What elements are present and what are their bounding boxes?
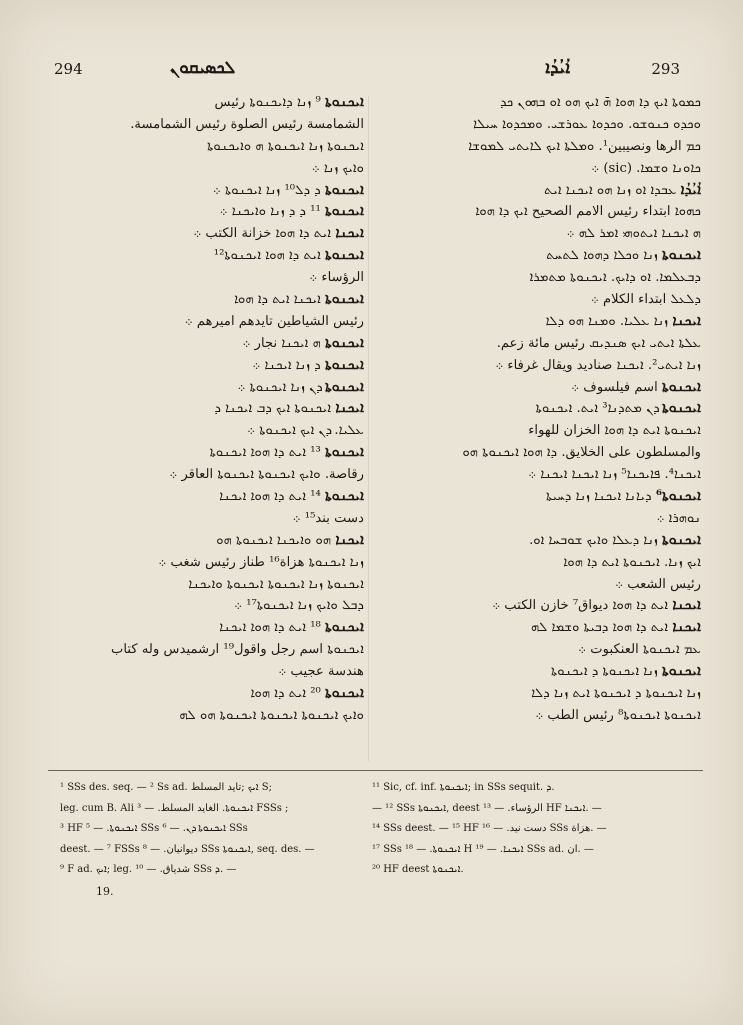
text-line	[373, 486, 701, 508]
right-column	[373, 92, 701, 727]
text-line	[373, 245, 701, 267]
headword: ܐܝܟܢܘܬܐ	[662, 400, 701, 417]
footnote-line: ²⁰ HF deest ܐܝܟܢܘܬܐ.	[372, 864, 464, 875]
text-line	[48, 136, 364, 158]
entry-text: اسم فيلسوف ܀	[571, 379, 658, 395]
text-line	[373, 289, 701, 311]
entry-text: ܟܐܘܢܐ ܘܫܡܐ. (sic) ܀	[591, 160, 701, 176]
headword: ܐܝܟܢܐ	[335, 531, 364, 548]
entry-text: ܗ ܐܝܟܢܐ نجار ܀	[242, 335, 321, 351]
text-line	[48, 92, 364, 114]
entry-text: ܕܝܐܢܐ ܐܝܟܢܐ ܙܢܐ ܕܚܝܬܐ	[545, 489, 652, 505]
entry-text: ܐܝܬ ܕܐ ܗܘܐ ديواق⁷ خازن الكتب ܀	[492, 598, 669, 614]
page-header	[40, 58, 700, 88]
entry-text: ܐܝܬ ܕܐ ܗܘܐ خزانة الكتب ܀	[193, 226, 332, 242]
entry-text: ܥܒܕܐ ܐܘ ܙܢܐ ܗܘ ܐܝܟܢܐ ܐܝܬ	[544, 182, 677, 198]
text-line	[373, 705, 701, 727]
entry-text: ܐܝܟܢܘܬܐ ܐܝܬ ܕܐ ܗܘܐ الخزان للهواء	[528, 423, 701, 439]
entry-text: هندسة عجيب ܀	[278, 664, 364, 680]
headword: ܐܝܟܢܘܬܐ	[662, 378, 701, 395]
text-line	[48, 158, 364, 180]
entry-text: ܕܠܥܠ ابتداء الكلام ܀	[590, 292, 701, 308]
entry-text: ܟܗܘܐ ابتداء رئيس الامم الصحيح ܐܝܟ ܕܐ ܗܘܐ	[475, 204, 701, 220]
entry-text: رئيس الشياطين تايدهم اميرهم ܀	[184, 313, 364, 329]
headword: ܐܝܟܢܐ	[335, 400, 364, 417]
text-line	[48, 530, 364, 552]
text-line	[373, 574, 701, 596]
text-line	[48, 245, 364, 267]
entry-text: ܙܢܐ ܐܝܟܢܘܬܐ ܕ ܐܝܟܢܘܬܐ ܐܝܬ ܙܢܐ ܕܠܐ	[531, 686, 701, 702]
entry-text: ܥܠܝܐ. ܕܢ ܐܝܟ ܐܝܟܢܘܬܐ ܀	[247, 423, 364, 439]
entry-text: ܕܢ ܙܢܐ ܐܝܟܢܘܬܐ ܀	[237, 379, 321, 395]
text-line	[373, 508, 701, 530]
text-line	[373, 617, 701, 639]
text-line	[48, 639, 364, 661]
headword: ܐܝܟܢܘܬܐ	[662, 663, 701, 680]
entry-text: ܥܡ ܐܝܟܢܘܬܐ العنكبوت ܀	[578, 642, 701, 658]
left-column	[48, 92, 364, 727]
left-page-number: 294	[54, 60, 83, 78]
entry-text: ܙܢܐ ܐܝܬܝ². ܐܝܟܢܐ صناديد ويقال غرفاء ܀	[495, 357, 701, 373]
entry-text: ܐܝܟ ܙܢܐ. ܐܝܟܢܘܬܐ ܐܝܬ ܕܐ ܗܘܐ	[563, 554, 701, 570]
entry-text: ܙܢܐ ܐܝܟܢܘܬܐ هزاة¹⁶ طناز رئيس شغب ܀	[158, 554, 364, 570]
entry-text: ܘܟܕܘ ܟܢܘܫܘ. ܘܟܕܘܐ ܥܘܪܫܝ. ܘܡܟܕܘܐ ܚܝܠܐ	[473, 116, 701, 132]
footnote-rule	[48, 770, 703, 771]
headword: ܐܝܟܢܘܬܐ	[325, 685, 364, 702]
text-line	[373, 595, 701, 617]
headword: ܐܝܟܢܘܬܐ	[662, 531, 701, 548]
entry-text: ܘܐܝܟ ܐܝܟܢܘܬܐ ܐܝܟܢܘܬܐ ܐܝܟܢܘܬܐ ܗܘ ܠܗ	[179, 707, 364, 723]
text-line	[48, 377, 364, 399]
text-line	[48, 705, 364, 727]
entry-text: ²⁰ ܐܝܬ ܕܐ ܗܘܐ	[250, 686, 321, 702]
text-line	[48, 442, 364, 464]
text-line	[48, 114, 364, 136]
text-line	[373, 311, 701, 333]
entry-text: والمسلطون على الخلايق. ܕܐ ܗܘܐ ܐܝܟܢܘܬܐ ܗܘ	[462, 445, 701, 461]
text-line	[373, 158, 701, 180]
footnotes-right	[372, 778, 692, 881]
right-page-number: 293	[651, 60, 680, 78]
footnotes-left	[60, 778, 360, 881]
text-line	[48, 574, 364, 596]
text-line	[48, 333, 364, 355]
headword: ܐܝܟܢܘܬܐ	[662, 247, 701, 264]
headword: ܐܝܟܢܐ	[335, 225, 364, 242]
entry-text: ܕܒܠ ܘܐܝܟ ܙܢܐ ܐܝܟܢܘܬܐ¹⁷ ܀	[234, 598, 364, 614]
text-line	[373, 180, 701, 202]
text-line	[373, 114, 701, 136]
entry-text: رئيس الشعب ܀	[615, 576, 701, 592]
entry-text: ¹⁴ ܐܝܬ ܕܐ ܗܘܐ ܐܝܟܢܐ	[219, 489, 321, 505]
headword: ܐܝܟܢܘܬܐ	[325, 444, 364, 461]
entry-text: ܙܢܐ ܕܥܠܐ ܘܐܝܟ ܫܘܒܚܐ ܐܘ.	[529, 532, 658, 548]
entry-text: ¹¹ ܕ ܕ ܙܢܐ ܘܐܝܟܢܐ ܀	[219, 204, 321, 220]
headword: ܐܝܟܢܘܬܐ	[325, 378, 364, 395]
footnote-line: — ¹² SSs ܐܝܟܢܘܬܐ, deest الرؤساء. — ¹³ HF ܐܝܟܢܐ. —	[372, 802, 602, 814]
entry-text: ܗ ܐܝܟܢܐ ܐܝܬܘܗܝ ܐܡܪ ܠܗ ܀	[566, 226, 701, 242]
headword: ܐܝܟܢܘܬܐ	[325, 181, 364, 198]
headword: ܐܝܟܢܘܬܐ	[325, 94, 364, 110]
entry-text: ⁹ ܙܢܐ ܕܐܝܟܢܘܬܐ رئيس	[214, 95, 321, 110]
headword: ܐܝܟܢܘܬܐ	[325, 291, 364, 308]
text-line	[373, 398, 701, 420]
entry-text: ܙܢܐ ܐܝܟܢܘܬܐ ܕ ܐܝܟܢܘܬܐ	[550, 664, 658, 680]
entry-text: ܕܢ ܡܬܕܢܐ³ ܐܝܬ. ܐܝܟܢܘܬܐ	[535, 401, 658, 417]
headword: ܐܳܝܳܕܳܐ	[680, 181, 701, 198]
text-line	[48, 420, 364, 442]
footnote-line: ¹ SSs des. seq. — ² Ss ad. ܐܝܟ ;تايد المسلط S;	[60, 782, 272, 793]
text-line	[373, 377, 701, 399]
text-line	[48, 683, 364, 705]
text-line	[373, 530, 701, 552]
text-line	[48, 180, 364, 202]
left-running-head: ܠܟܣܝܩܘܢ	[170, 58, 236, 78]
entry-text: ܐܝܟܢܘܬܐ ܐܝܟܢܘܬܐ⁸ رئيس الطب ܀	[535, 707, 701, 723]
text-line	[373, 136, 701, 158]
footnote-line: ¹⁷ SSs ܐܝܟܢܘܬܐ. — ¹⁸ H ܐܝܟܢܐ. — ¹⁹ SSs ad. ان. —	[372, 843, 594, 855]
entry-text: ܢܘܗܪܐ ܀	[656, 510, 701, 526]
entry-text: ܐܝܬ ܕܐ ܗܘܐ ܕܒܝܬܐ ܘܫܡܐ ܠܗ	[530, 620, 669, 636]
footnote-line: ¹¹ Sic, cf. inf. ܐܝܟܢܘܬܐ; in SSs sequit. ܕ.	[372, 782, 555, 793]
text-line	[373, 442, 701, 464]
column-gutter	[368, 96, 369, 761]
entry-text: ܐܝܟܢܘܬܐ ܙܢܐ ܐܝܟܢܘܬܐ ܐܝܟܢܘܬܐ ܘܐܝܟܢܐ	[188, 576, 364, 592]
text-line	[48, 486, 364, 508]
text-line	[48, 617, 364, 639]
text-line	[48, 508, 364, 530]
entry-text: الشمامسة رئيس الصلوة رئيس الشمامسة.	[130, 116, 364, 132]
text-line	[373, 639, 701, 661]
footnote-line: deest. — ⁷ FSSs ديوانيان. — ⁸ SSs ܐܝܟܢܘܬܐ, seq. des. —	[60, 843, 315, 855]
text-line	[373, 92, 701, 114]
text-line	[373, 661, 701, 683]
entry-text: ܕ ܙܢܐ ܐܝܟܢܐ ܀	[252, 357, 321, 373]
headword: ܐܝܟܢܐ	[672, 312, 701, 329]
text-line	[48, 311, 364, 333]
footnote-line: ⁹ F ad. ܐܝܟ; leg. شدياق. — ¹⁰ SSs ܕ. —	[60, 864, 237, 875]
headword: ܐܝܟܢܘܬܐ	[325, 619, 364, 636]
entry-text: ܐܝܟܢܐ ܐܝܬ ܕܐ ܗܘܐ	[234, 292, 321, 308]
headword: ܐܝܟܢܘܬܐ	[325, 356, 364, 373]
text-line	[373, 683, 701, 705]
entry-text: ¹⁸ ܐܝܬ ܕܐ ܗܘܐ ܐܝܟܢܐ	[219, 620, 321, 636]
text-line	[373, 223, 701, 245]
text-line	[48, 355, 364, 377]
headword: ܐܝܟܢܘܬܐ	[325, 334, 364, 351]
text-line	[373, 201, 701, 223]
entry-text: ܕܒܥܠܡܐ. ܐܘ ܕܐܝܟ. ܐܝܟܢܘܬܐ ܡܬܡܪܐ	[529, 270, 701, 286]
entry-text: ܐܝܟܢܘܬܐ ܙܢܐ ܐܝܟܢܘܬܐ ܗ ܘܐܝܟܢܘܬܐ	[207, 138, 364, 154]
headword: ܐܝܟܢܘܬܐ	[325, 247, 364, 264]
text-line	[48, 398, 364, 420]
headword: ܐܝܟܢܘܬܐ	[325, 488, 364, 505]
headword: ܐܝܟܢܐ	[672, 619, 701, 636]
headword: ܐܝܟܢܘܬܐ⁶	[655, 488, 701, 505]
entry-text: ܗܘ ܘܐܝܟܢܐ ܐܝܟܢܘܬܐ ܗܘ	[216, 532, 332, 548]
text-line	[48, 595, 364, 617]
entry-text: ܐܝܟܢܘܬܐ ܐܝܟ ܕܒ ܐܝܟܢܐ ܕ	[214, 401, 332, 417]
text-line	[48, 223, 364, 245]
text-line	[48, 464, 364, 486]
headword: ܐܝܟܢܘܬܐ	[325, 203, 364, 220]
text-line	[373, 464, 701, 486]
entry-text: ܟܡܘܬܐ ܐܝܟ ܕܐ ܗܘܐ ܗ̄ ܐܝܟ ܗܘ ܐܘ ܒܗܘܢ ܟܕ	[500, 95, 701, 110]
entry-text: ܙܢܐ ܘܟܠܐ ܕܗܘܐ ܠܬܚܬ	[546, 248, 658, 264]
entry-text: ¹³ ܐܝܬ ܕܐ ܗܘܐ ܐܝܟܢܘܬܐ	[209, 445, 321, 461]
footnote-line: leg. cum B. Ali ܐܝܟܢܘܬܐ. الغايد المسلط. — ³ FSSs ;	[60, 802, 289, 814]
text-line	[48, 201, 364, 223]
text-line	[48, 267, 364, 289]
text-line	[373, 420, 701, 442]
entry-text: ܐܝܟܢܐ⁴. ܦܐܝܟܢܐ⁵ ܙܢܐ ܐܝܟܢܐ ܐܝܟܢܐ ܀	[528, 467, 701, 483]
text-line	[373, 267, 701, 289]
entry-text: ܘܐܝܟ ܙܢܐ ܀	[311, 160, 364, 176]
folio-signature: 19.	[96, 885, 114, 898]
entry-text: ܐܝܟܢܘܬܐ اسم رجل واقول¹⁹ ارشميدس وله كتاب	[110, 642, 364, 658]
text-line	[48, 661, 364, 683]
text-line	[48, 552, 364, 574]
text-line	[373, 552, 701, 574]
entry-text: ܙܢܐ ܥܠܝܐ. ܘܡܢܐ ܗܘ ܕܠܐ	[545, 313, 669, 329]
text-line	[373, 333, 701, 355]
entry-text: الرؤساء ܀	[309, 270, 364, 286]
entry-text: دست بند¹⁵ ܀	[292, 510, 364, 526]
headword: ܐܝܟܢܐ	[672, 597, 701, 614]
text-line	[373, 355, 701, 377]
footnote-line: ³ HF ܐܝܟܢܘܬܐ. — ⁵ SSs ܐܝܟܢܘܬܐ ܕܢ. — ⁶ SSs	[60, 823, 248, 834]
footnote-line: ¹⁴ SSs deest. — ¹⁵ HF دست نيد. — ¹⁶ SSs هزاة. —	[372, 823, 607, 834]
entry-text: ܐܝܬ ܕܐ ܗܘܐ ܐܝܟܢܘܬܐ¹²	[213, 248, 321, 264]
text-line	[48, 289, 364, 311]
right-running-head: ܐܳܝܳܕܳܐ	[545, 58, 570, 78]
entry-text: ܟܡ الرها ونصيبين¹. ܘܡܠܬܐ ܐܝܟ ܠܐܝܬܝ ܠܡܘܫܐ	[468, 138, 701, 154]
entry-text: ܥܠܬܐ ܐܝܬܝ ܐܝܟ ܣܢܕܝܩ رئيس مائة زعم.	[496, 335, 701, 351]
entry-text: ܕ ܕܠ¹⁰ ܙܢܐ ܐܝܟܢܘܬܐ ܀	[212, 182, 321, 198]
entry-text: رقاصة. ܘܐܝܟ ܐܝܟܢܘܬܐ ܐܝܟܢܘܬܐ العاقر ܀	[169, 467, 364, 483]
